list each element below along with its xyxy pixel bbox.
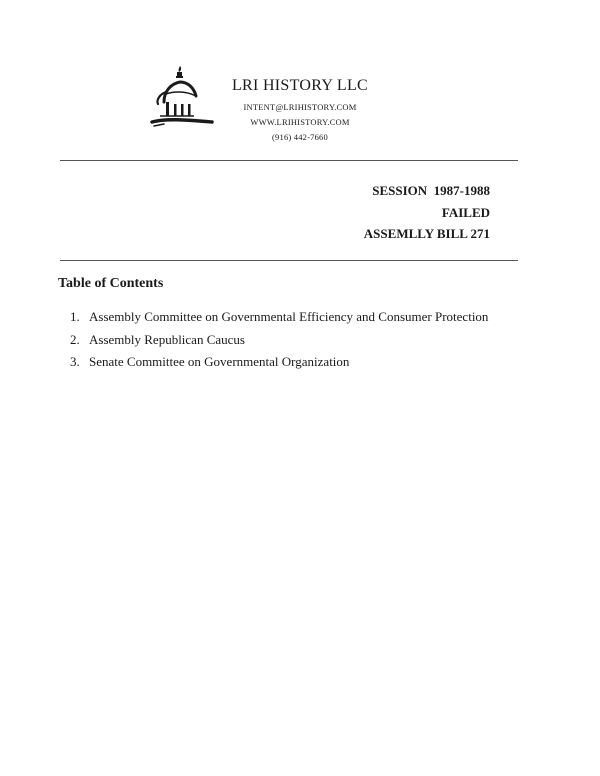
toc-item-number: 3. [70, 354, 80, 369]
toc-item[interactable] [70, 306, 488, 329]
toc-item-label[interactable]: Assembly Republican Caucus [89, 331, 245, 347]
bill-name: ASSEMLLY BILL 271 [363, 226, 490, 241]
company-phone: (916) 442-7660 [272, 132, 328, 142]
toc-list [70, 306, 488, 374]
company-header [222, 76, 378, 145]
toc-item-number: 2. [70, 331, 80, 347]
bottom-divider [60, 260, 518, 261]
capitol-dome-icon [144, 64, 214, 136]
toc-item-number: 1. [70, 309, 80, 324]
company-website[interactable]: WWW.LRIHISTORY.COM [250, 117, 350, 127]
toc-item[interactable] [70, 329, 488, 352]
toc-item-label[interactable]: Senate Committee on Governmental Organization [89, 354, 350, 369]
company-name: LRI HISTORY LLC [231, 77, 369, 94]
session-label: SESSION 1987-1988 [372, 183, 490, 198]
company-email[interactable]: INTENT@LRIHISTORY.COM [243, 102, 357, 112]
bill-info [364, 180, 490, 245]
bill-status: FAILED [441, 204, 490, 220]
top-divider [60, 160, 518, 161]
toc-item-label[interactable]: Assembly Committee on Governmental Efficiency and Consumer Protection [89, 309, 489, 324]
toc-title: Table of Contents [58, 276, 164, 291]
toc-item[interactable] [70, 351, 488, 374]
